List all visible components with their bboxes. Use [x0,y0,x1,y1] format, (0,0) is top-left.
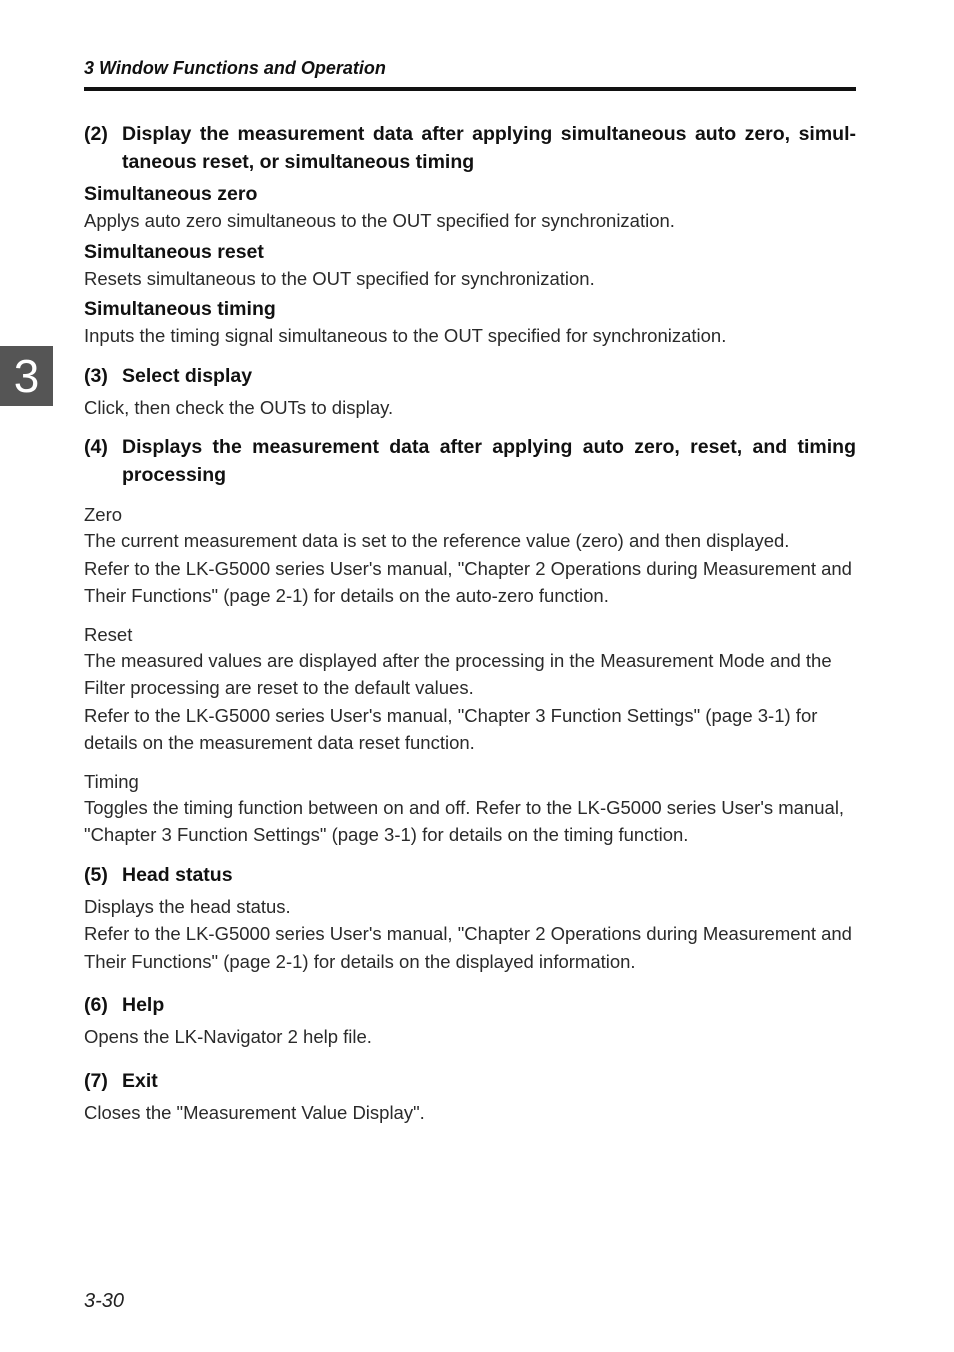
paragraph: The current measurement data is set to the reference value (zero) and then displayed. [84,530,790,551]
section-title: Exit [122,1069,158,1092]
subheading-simultaneous-zero: Simultaneous zero [84,183,258,205]
section-number: (7) [84,1069,108,1092]
paragraph: Refer to the LK-G5000 series User's manual, "Chapter 2 Operations during Measurement and Their Functions" (page 2-1) for details on the auto-zero function. [84,557,852,606]
subheading-simultaneous-timing: Simultaneous timing [84,298,276,320]
section-title: Display the measurement data after applying simultaneous auto zero, simul-taneous reset, or simultaneous timing [122,123,856,173]
section-2-heading [84,120,856,176]
running-header: 3 Window Functions and Operation [84,58,386,78]
section-4-heading [84,433,856,489]
section-number: (6) [84,994,108,1016]
section-title: Select display [122,364,253,387]
section-3-heading [84,362,856,390]
paragraph: The measured values are displayed after the processing in the Measurement Mode and the Filter processing are reset to the default values. [84,649,832,698]
paragraph: Refer to the LK-G5000 series User's manual, "Chapter 2 Operations during Measurement and Their Functions" (page 2-1) for details on the displayed information. [84,923,852,972]
paragraph: Displays the head status. [84,895,291,917]
section-number: (5) [84,863,108,886]
paragraph: Inputs the timing signal simultaneous to the OUT specified for synchronization. [84,325,727,346]
chapter-tab: 3 [0,346,53,406]
section-7-heading [84,1067,856,1095]
paragraph: Resets simultaneous to the OUT specified for synchronization. [84,267,595,289]
paragraph: Closes the "Measurement Value Display". [84,1101,425,1123]
page-content [84,120,856,1126]
section-number: (3) [84,364,108,387]
label-reset: Reset [84,623,133,645]
section-title: Head status [122,863,233,886]
label-zero: Zero [84,504,123,525]
label-timing: Timing [84,770,139,792]
section-number: (2) [84,123,108,145]
section-title: Help [122,994,165,1016]
header-rule [84,87,856,91]
section-title: Displays the measurement data after applying auto zero, reset, and timing processing [122,436,856,486]
paragraph: Toggles the timing function between on and off. Refer to the LK-G5000 series User's manual, "Chapter 3 Function Settings" (page 3-1) for details on the timing function. [84,796,845,845]
section-number: (4) [84,436,108,458]
section-5-heading [84,861,856,889]
paragraph: Refer to the LK-G5000 series User's manual, "Chapter 3 Function Settings" (page 3-1) for details on the measurement data reset function. [84,704,818,753]
paragraph: Click, then check the OUTs to display. [84,396,394,418]
page-number: 3-30 [84,1290,125,1312]
paragraph: Applys auto zero simultaneous to the OUT specified for synchronization. [84,210,675,231]
subheading-simultaneous-reset: Simultaneous reset [84,240,264,263]
section-6-heading [84,991,856,1019]
paragraph: Opens the LK-Navigator 2 help file. [84,1026,372,1047]
